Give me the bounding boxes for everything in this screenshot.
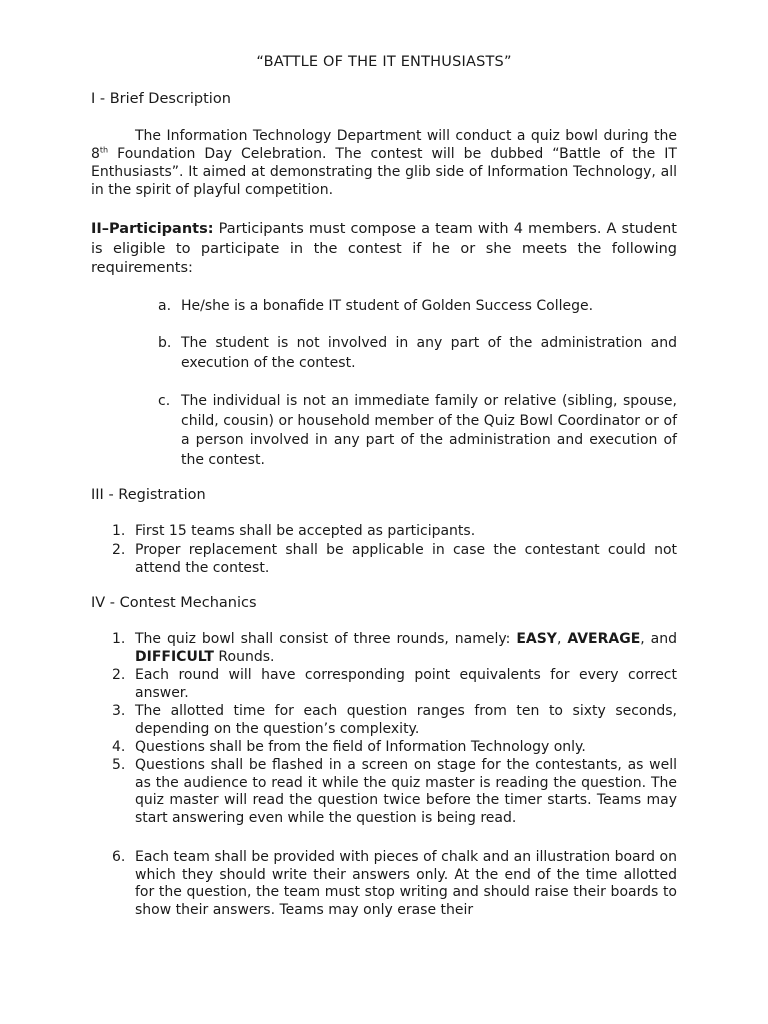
- registration-text: First 15 teams shall be accepted as participants.: [135, 523, 476, 539]
- round-easy: EASY: [516, 631, 557, 647]
- registration-marker: 2.: [112, 542, 126, 558]
- requirement-item: [158, 392, 677, 470]
- document-title: “BATTLE OF THE IT ENTHUSIASTS”: [256, 54, 512, 70]
- mechanics-marker: 2.: [112, 667, 126, 683]
- participants-paragraph: [91, 220, 677, 279]
- registration-text: Proper replacement shall be applicable in case the contestant could not attend the contest.: [135, 542, 677, 576]
- mechanics-item: [112, 757, 677, 828]
- mechanics-text: [135, 631, 677, 666]
- mechanics-item: [112, 667, 677, 702]
- brief-text-part1: The Information Technology Department will conduct a quiz bowl during the 8: [91, 128, 677, 162]
- requirement-text: The student is not involved in any part of the administration and execution of the contest.: [181, 335, 677, 371]
- requirement-marker: c.: [158, 393, 171, 409]
- mechanics-item: [112, 849, 677, 920]
- registration-marker: 1.: [112, 523, 126, 539]
- mechanics-text: Each round will have corresponding point equivalents for every correct answer.: [135, 667, 677, 701]
- contest-mechanics-heading: IV - Contest Mechanics: [91, 595, 257, 611]
- brief-description-paragraph: [91, 127, 677, 199]
- mechanics-text: Questions shall be from the field of Information Technology only.: [135, 739, 586, 755]
- brief-text-part2: Foundation Day Celebration. The contest will be dubbed “Battle of the IT Enthusiasts”. It aimed at demonstrating the glib side of Information Technology, all in the spirit of playful competition.: [91, 146, 677, 198]
- mechanics-text-part: , and: [640, 631, 677, 647]
- ordinal-suffix: th: [99, 145, 109, 155]
- mechanics-item: [112, 631, 677, 666]
- mechanics-marker: 6.: [112, 849, 126, 865]
- mechanics-text: Questions shall be flashed in a screen on stage for the contestants, as well as the audience to read it while the quiz master is reading the question. The quiz master will read the question twice before the timer starts. Teams may start answering even while the question is being read.: [135, 757, 677, 827]
- mechanics-text: Each team shall be provided with pieces of chalk and an illustration board on which they should write their answers only. At the end of the time allotted for the question, the team must stop writing and should raise their boards to show their answers. Teams may only erase their: [135, 849, 677, 919]
- participants-heading: II–Participants:: [91, 221, 214, 237]
- mechanics-text-part: Rounds.: [213, 648, 275, 665]
- mechanics-marker: 5.: [112, 757, 126, 773]
- requirement-item: [158, 334, 677, 373]
- mechanics-text-part: ,: [556, 631, 568, 647]
- mechanics-marker: 3.: [112, 703, 126, 719]
- requirement-text: He/she is a bonafide IT student of Golden Success College.: [181, 298, 594, 314]
- mechanics-marker: 1.: [112, 631, 126, 647]
- mechanics-text: The allotted time for each question ranges from ten to sixty seconds, depending on the question’s complexity.: [135, 703, 677, 737]
- mechanics-marker: 4.: [112, 739, 126, 755]
- requirement-marker: a.: [158, 298, 172, 314]
- registration-item: [112, 523, 677, 541]
- participants-text: Participants must compose a team with 4 members. A student is eligible to participate in the contest if he or she meets the following requirements:: [91, 221, 677, 276]
- mechanics-item: [112, 739, 677, 757]
- brief-description-heading: I - Brief Description: [91, 91, 231, 107]
- round-difficult: DIFFICULT: [135, 648, 214, 665]
- mechanics-text-part: The quiz bowl shall consist of three rounds, namely:: [135, 631, 517, 647]
- requirement-marker: b.: [158, 335, 172, 351]
- registration-item: [112, 542, 677, 577]
- requirement-item: [158, 297, 677, 317]
- mechanics-item: [112, 703, 677, 738]
- round-average: AVERAGE: [567, 631, 641, 647]
- registration-heading: III - Registration: [91, 487, 206, 503]
- requirement-text: The individual is not an immediate family or relative (sibling, spouse, child, cousin) or household member of the Quiz Bowl Coordinator or of a person involved in any part of the administration and execution of the contest.: [181, 393, 677, 468]
